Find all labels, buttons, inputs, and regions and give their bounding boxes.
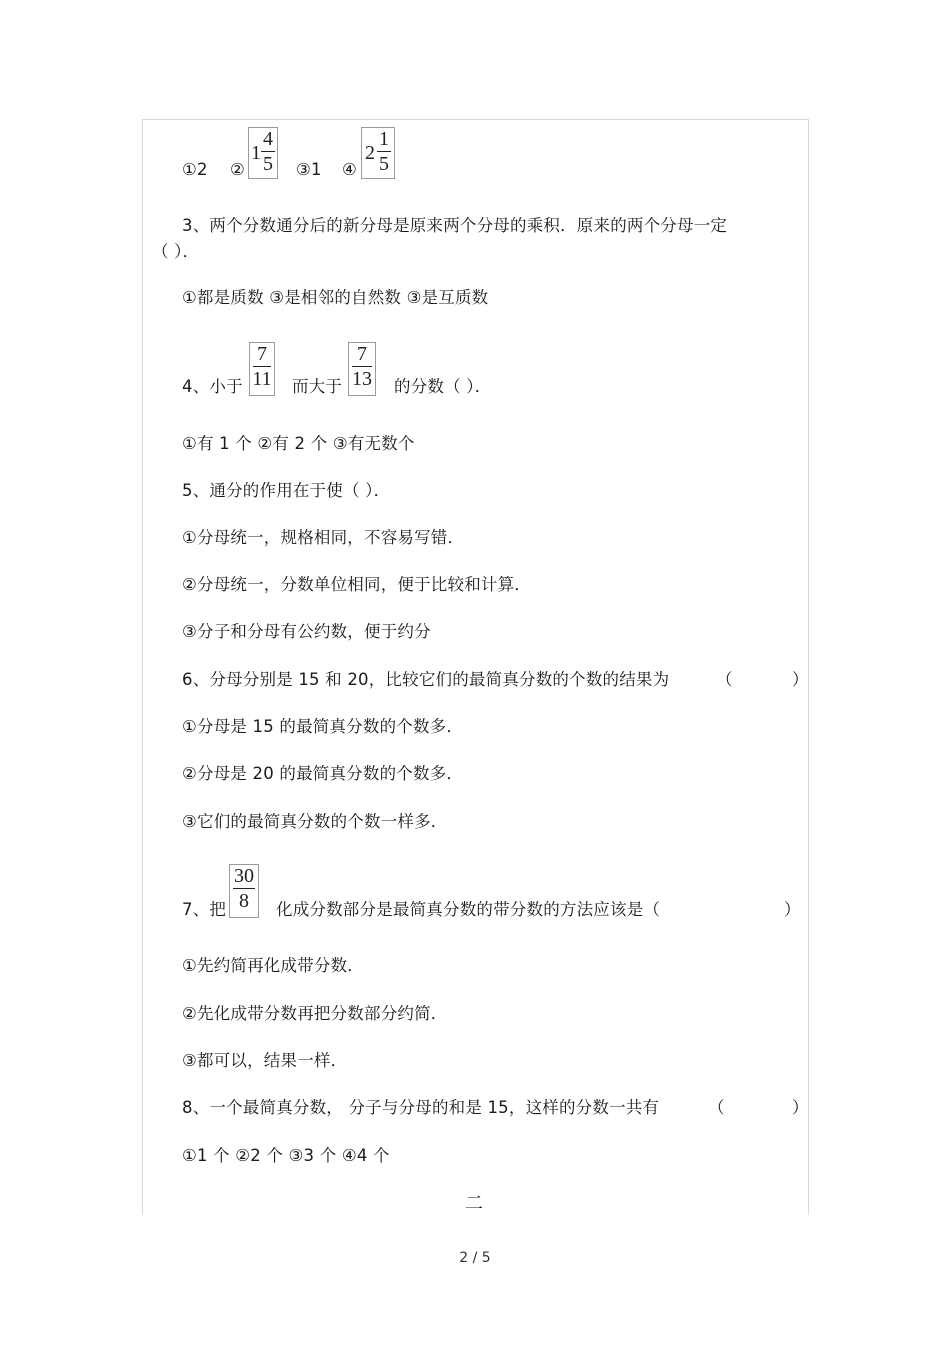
q4-fraction-7-11 — [249, 342, 275, 396]
denominator: 11 — [252, 368, 272, 390]
q6-option-1: ①分母是 15 的最简真分数的个数多． — [182, 717, 464, 736]
fraction-bar — [352, 366, 372, 367]
q4-prefix: 4、小于 — [182, 377, 243, 396]
mixed-whole: 2 — [365, 142, 375, 164]
fraction — [251, 344, 273, 389]
q2-option-4-label: ④ — [342, 160, 357, 179]
fraction-bar — [377, 151, 391, 152]
page-number: 2 / 5 — [459, 1250, 491, 1266]
q2-option-1: ①2 — [182, 160, 208, 179]
q7-option-1: ①先约简再化成带分数． — [182, 956, 364, 975]
fraction-bar — [233, 888, 255, 889]
q3-stem-line2: （ ）． — [152, 242, 200, 261]
denominator: 5 — [379, 153, 389, 175]
q2-option-2-label: ② — [230, 160, 245, 179]
q7-prefix: 7、把 — [182, 900, 227, 919]
q4-suffix: 的分数（ ）． — [394, 377, 492, 396]
denominator: 5 — [263, 153, 273, 175]
q8-stem: 8、一个最简真分数， 分子与分母的和是 15，这样的分数一共有 — [182, 1098, 660, 1117]
numerator: 4 — [263, 128, 273, 150]
q5-option-2: ②分母统一，分数单位相同，便于比较和计算． — [182, 575, 531, 594]
q7-paren-close: ） — [784, 900, 801, 919]
q4-fraction-7-13 — [348, 342, 376, 396]
fraction — [350, 344, 374, 389]
denominator: 13 — [352, 368, 372, 390]
q6-option-3: ③它们的最简真分数的个数一样多． — [182, 812, 448, 831]
q8-paren-close: ） — [792, 1098, 809, 1117]
numerator: 30 — [234, 865, 254, 887]
fraction — [231, 866, 257, 911]
q5-stem: 5、通分的作用在于使（ ）． — [182, 481, 391, 500]
q4-options: ①有 1 个 ②有 2 个 ③有无数个 — [182, 434, 415, 453]
q7-stem: 化成分数部分是最简真分数的带分数的方法应该是（ — [276, 900, 661, 919]
q6-paren-open: （ — [716, 670, 733, 689]
fraction-bar — [253, 366, 271, 367]
fraction — [377, 129, 391, 174]
q6-option-2: ②分母是 20 的最简真分数的个数多． — [182, 764, 464, 783]
numerator: 1 — [379, 128, 389, 150]
q3-options: ①都是质数 ③是相邻的自然数 ③是互质数 — [182, 288, 489, 307]
q6-stem: 6、分母分别是 15 和 20，比较它们的最简真分数的个数的结果为 — [182, 670, 670, 689]
q2-option-3: ③1 — [296, 160, 322, 179]
fraction — [261, 129, 275, 174]
numerator: 7 — [257, 343, 267, 365]
q4-middle: 而大于 — [292, 377, 343, 396]
q7-option-3: ③都可以，结果一样． — [182, 1051, 348, 1070]
q7-fraction-30-8 — [229, 864, 259, 918]
q8-paren-open: （ — [708, 1098, 725, 1117]
q5-option-1: ①分母统一，规格相同，不容易写错． — [182, 528, 465, 547]
q2-option-2-mixed-fraction — [248, 127, 278, 179]
q5-option-3: ③分子和分母有公约数，便于约分 — [182, 622, 431, 641]
fraction-bar — [261, 151, 275, 152]
mixed-whole: 1 — [251, 142, 261, 164]
q8-options: ①1 个 ②2 个 ③3 个 ④4 个 — [182, 1146, 390, 1165]
section-heading: 二 — [465, 1193, 484, 1214]
q3-stem-line1: 3、两个分数通分后的新分母是原来两个分母的乘积．原来的两个分母一定 — [182, 216, 728, 235]
numerator: 7 — [357, 343, 367, 365]
q2-option-4-mixed-fraction — [361, 127, 395, 179]
denominator: 8 — [239, 890, 249, 912]
q6-paren-close: ） — [792, 670, 809, 689]
q7-option-2: ②先化成带分数再把分数部分约简． — [182, 1004, 448, 1023]
